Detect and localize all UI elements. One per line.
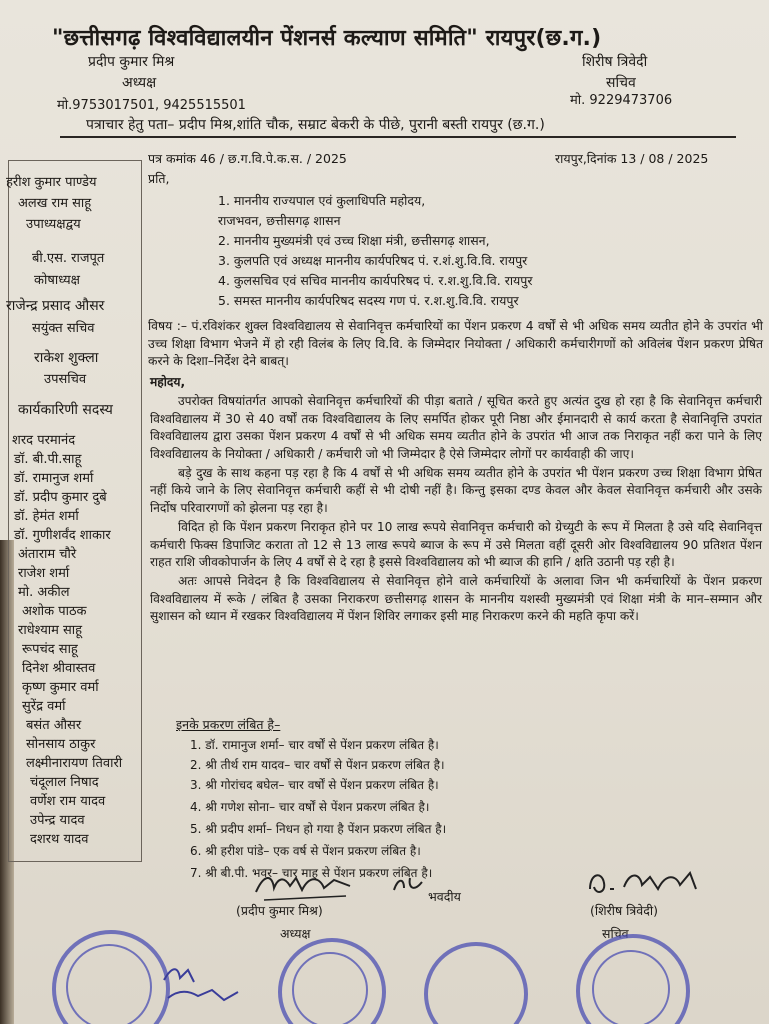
office-stamp-inner (292, 952, 368, 1024)
salutation: महोदय, (150, 375, 186, 389)
recipient-line: 2. माननीय मुख्यमंत्री एवं उच्च शिक्षा मंत्री, छत्तीसगढ़ शासन, (218, 233, 490, 248)
organization-title: "छत्तीसगढ़ विश्वविद्यालयीन पेंशनर्स कल्याण समिति" रायपुर(छ.ग.) (52, 26, 602, 51)
initials-mark (390, 872, 430, 896)
paragraph: विदित हो कि पेंशन प्रकरण निराकृत होने पर 10 लाख रूपये सेवानिवृत्त कर्मचारी को ग्रेच्युटी के रूप में मिलता है उसे यदि सेवानिवृत्त कर्मचारी फिक्स डिपाजिट कराता तो 12 से 13 लाख रूपये ब्याज के रूप में उसे मिलता वहीं दूसरी ओर विश्वविद्यालय 90 प्रतिशत पेंशन राहत राशि जीवकोपार्जन के लिए 4 वर्षों से दे रहा है इससे विश्वविद्यालय को भी ब्याज की हानि / क्षति उठानी पड़ रही है। (150, 520, 762, 570)
secretary-signature (584, 865, 714, 901)
president-sign-role: अध्यक्ष (280, 926, 311, 941)
president-phone: मो.9753017501, 9425515501 (57, 98, 246, 113)
recipient-line: 4. कुलसचिव एवं सचिव माननीय कार्यपरिषद पं. र.श.शु.वि.वि. रायपुर (218, 273, 533, 288)
member-name: दिनेश श्रीवास्तव (22, 661, 96, 676)
member-name: राकेश शुक्ला (34, 350, 99, 366)
pending-case: 5. श्री प्रदीप शर्मा– निधन हो गया है पेंशन प्रकरण लंबित है। (190, 822, 447, 836)
pending-case: 4. श्री गणेश सोना– चार वर्षों से पेंशन प्रकरण लंबित है। (190, 800, 430, 814)
letter-reference: पत्र कमांक 46 / छ.ग.वि.पे.क.स. / 2025 (148, 151, 347, 166)
recipient-line: 5. समस्त माननीय कार्यपरिषद सदस्य गण पं. र.श.शु.वि.वि. रायपुर (218, 293, 519, 308)
recipient-line: 1. माननीय राज्यपाल एवं कुलाधिपति महोदय, (218, 193, 426, 208)
member-role: सयुंक्त सचिव (32, 321, 95, 336)
member-name: राधेश्याम साहू (18, 623, 83, 638)
member-name: चंदूलाल निषाद (30, 775, 99, 790)
registrar-stamp-inner (592, 950, 670, 1024)
member-name: डॉ. रामानुज शर्मा (14, 471, 94, 486)
member-role: उपसचिव (44, 372, 87, 387)
president-name: प्रदीप कुमार मिश्र (88, 54, 175, 70)
member-name: राजेन्द्र प्रसाद औसर (6, 298, 105, 314)
letter-body (150, 374, 762, 628)
closing-text: भवदीय (428, 889, 461, 904)
member-name: अलख राम साहू (18, 196, 92, 211)
pending-case: 1. डॉ. रामानुज शर्मा– चार वर्षों से पेंशन प्रकरण लंबित है। (190, 738, 439, 752)
pending-case: 7. श्री बी.पी. भवर– चार माह से पेंशन प्रकरण लंबित है। (190, 866, 433, 880)
member-name: हरीश कुमार पाण्डेय (6, 175, 97, 190)
member-name: दशरथ यादव (30, 832, 89, 847)
secretary-sign-name: (शिरीष त्रिवेदी) (590, 903, 659, 918)
member-name: सोनसाय ठाकुर (26, 737, 96, 752)
president-sign-name: (प्रदीप कुमार मिश्र) (236, 903, 323, 918)
member-name: अशोक पाठक (22, 604, 87, 619)
member-name: अंताराम चौरे (18, 547, 77, 562)
secretary-sign-role: सचिव (602, 926, 629, 941)
paragraph: अतः आपसे निवेदन है कि विश्वविद्यालय से सेवानिवृत्त होने वाले कर्मचारियों के अलावा जिन भी कर्मचारियों के पेंशन प्रकरण विश्वविद्यालय में रूके / लंबित है उसका निराकरण छत्तीसगढ़ शासन के माननीय यशस्वी मुख्यमंत्री एवं शिक्षा मंत्री के मान–सम्मान और सुशासन को ध्यान में रखकर विश्वविद्यालय में पेंशन शिविर लगाकर इसी माह निराकरण करने की महति कृपा करें। (150, 574, 762, 624)
member-name: डॉ. प्रदीप कुमार दुबे (14, 490, 107, 505)
pending-case: 6. श्री हरीश पांडे– एक वर्ष से पेंशन प्रकरण लंबित है। (190, 844, 421, 858)
prati-label: प्रति, (148, 171, 170, 186)
member-role: कोषाध्यक्ष (34, 273, 80, 288)
letter-subject: विषय :– पं.रविशंकर शुक्ल विश्वविद्यालय से सेवानिवृत्त कर्मचारियों का पेंशन प्रकरण 4 वर्षों से भी अधिक समय व्यतीत होने के उपरांत भी उच्च शिक्षा विभाग भेजने में हो रही विलंब के लिए वि.वि. के जिम्मेदार नियोक्ता / अधिकारी कर्मचारीगणों को अविलंब पेंशन प्रकरण प्रेषित करने के दिशा–निर्देश देने बाबत्। (148, 319, 763, 369)
president-role: अध्यक्ष (122, 75, 157, 91)
recipient-line: 3. कुलपति एवं अध्यक्ष माननीय कार्यपरिषद पं. र.शं.शु.वि.वि. रायपुर (218, 253, 528, 268)
member-name: रूपचंद साहू (22, 642, 78, 657)
member-role: उपाध्यक्षद्वय (26, 217, 81, 232)
pending-cases-heading: इनके प्रकरण लंबित है– (176, 717, 281, 732)
recipient-line: राजभवन, छत्तीसगढ़ शासन (218, 213, 341, 228)
secretary-phone: मो. 9229473706 (570, 93, 673, 108)
member-name: सुरेंद्र वर्मा (22, 699, 66, 714)
department-stamp (424, 942, 528, 1024)
secretary-role: सचिव (606, 75, 636, 91)
pending-case: 2. श्री तीर्थ राम यादव– चार वर्षों से पेंशन प्रकरण लंबित है। (190, 758, 445, 772)
member-name: बसंत औसर (26, 718, 82, 733)
member-name: शरद परमानंद (12, 433, 76, 448)
member-name: लक्ष्मीनारायण तिवारी (26, 756, 123, 771)
member-name: बी.एस. राजपूत (32, 251, 105, 266)
section-heading: कार्यकारिणी सदस्य (18, 402, 113, 418)
president-signature (250, 870, 360, 904)
correspondence-address: पत्राचार हेतु पता– प्रदीप मिश्र,शांति चौक, सम्राट बेकरी के पीछे, पुरानी बस्ती रायपुर (छ.ग.) (86, 117, 545, 133)
secretary-name: शिरीष त्रिवेदी (582, 54, 648, 70)
member-name: मो. अकील (18, 585, 70, 600)
header-divider (60, 136, 736, 138)
member-name: डॉ. बी.पी.साहू (14, 452, 82, 467)
letter-date: रायपुर,दिनांक 13 / 08 / 2025 (555, 151, 709, 166)
paragraph: उपरोक्त विषयांतर्गत आपको सेवानिवृत्त कर्मचारियों की पीड़ा बताते / सूचित करते हुए अत्यंत दुख हो रहा है कि सेवानिवृत्त कर्मचारी विश्वविद्यालय में 30 से 40 वर्षों तक विश्वविद्यालय के लिए समर्पित होकर पूरी निष्ठा और ईमानदारी से कार्य करता है सेवानिवृत्ति उपरांत विश्वविद्यालय द्वारा उसका पेंशन प्रकरण 4 वर्षों से भी अधिक समय व्यतीत होने के उपरांत भी आज तक निराकृत नहीं करा पाने के लिए विश्वविद्यालय के नियोक्ता / अधिकारी / कर्मचारी जो भी जिम्मेदार है ऐसे जिम्मेदार लोगों पर कार्यवाही की जाए। (150, 394, 762, 461)
received-signature (158, 960, 248, 1010)
member-name: डॉ. हेमंत शर्मा (14, 509, 79, 524)
received-stamp-inner (66, 944, 152, 1024)
member-name: कृष्ण कुमार वर्मा (22, 680, 99, 695)
member-name: वर्णेश राम यादव (30, 794, 106, 809)
paragraph: बड़े दुख के साथ कहना पड़ रहा है कि 4 वर्षों से भी अधिक समय व्यतीत होने के उपरांत भी पेंशन प्रकरण उच्च शिक्षा विभाग प्रेषित नहीं किये जाने के लिए सेवानिवृत्त कर्मचारी कहीं से भी दोषी नहीं है। किन्तु इसका दण्ड केवल और केवल सेवानिवृत्त कर्मचारी और उसके निर्दोष परिवारगणों को झेलना पड़ रहा है। (150, 466, 762, 515)
member-name: डॉ. गुणीशर्वंद शाकार (14, 528, 111, 543)
member-name: राजेश शर्मा (18, 566, 70, 581)
member-name: उपेन्द्र यादव (30, 813, 85, 828)
pending-case: 3. श्री गोरांचद बघेल– चार वर्षों से पेंशन प्रकरण लंबित है। (190, 778, 439, 792)
